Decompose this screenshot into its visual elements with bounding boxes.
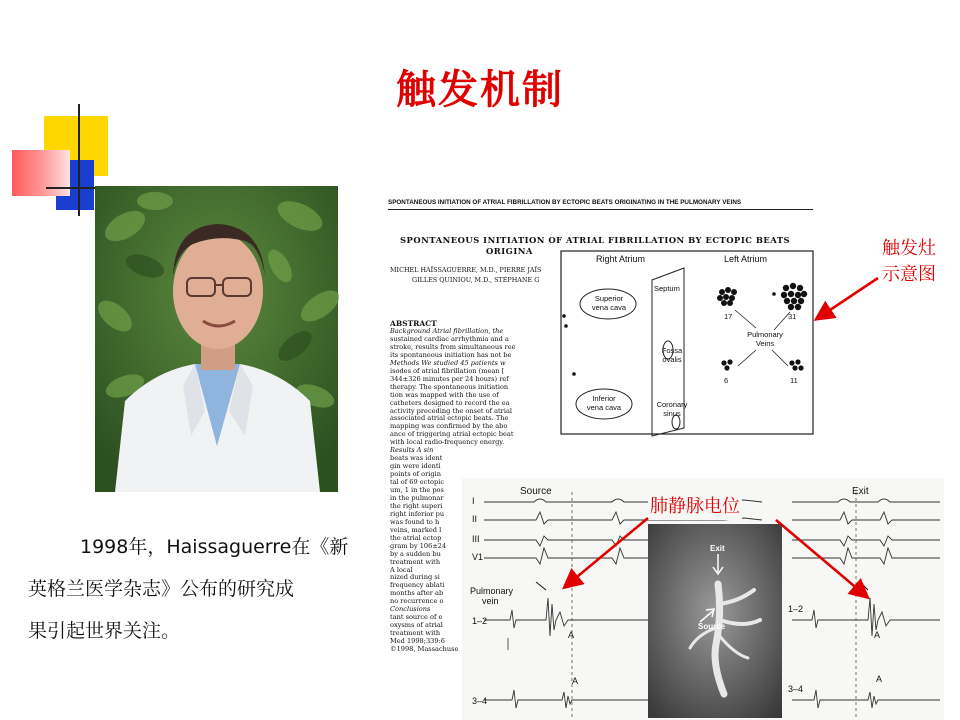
researcher-portrait-photo bbox=[95, 186, 338, 492]
abstract-line: the right superi bbox=[390, 501, 443, 510]
abstract-line: isodes of atrial fibrillation (mean [ bbox=[390, 366, 505, 375]
abstract-line: 344±326 minutes per 24 hours) ref bbox=[390, 374, 509, 383]
deco-vertical-line bbox=[78, 104, 80, 216]
abstract-line: the atrial ectop bbox=[390, 533, 442, 542]
count-right-superior: 31 bbox=[788, 312, 797, 321]
label-superior-vena-cava: Superior vena cava bbox=[591, 294, 627, 312]
abstract-line: treatment with bbox=[390, 557, 441, 566]
ecg-source-label: Source bbox=[520, 486, 552, 497]
abstract-line: tion was mapped with the use of bbox=[390, 390, 499, 399]
bipole-label: 1–2 bbox=[788, 604, 804, 614]
abstract-line: Med 1998;339:6 bbox=[390, 637, 445, 646]
abstract-line: months after ab bbox=[390, 589, 444, 598]
pv-label: vein bbox=[482, 596, 499, 606]
lead-label: V1 bbox=[472, 552, 484, 562]
abstract-line: ance of triggering atrial ectopic beat bbox=[390, 430, 514, 439]
abstract-line: mapping was confirmed by the abo bbox=[390, 422, 508, 431]
abstract-line: beats was ident bbox=[390, 454, 443, 463]
abstract-line: nized during si bbox=[390, 573, 440, 582]
bipole-label: 3–4 bbox=[472, 696, 488, 706]
label-left-atrium: Left Atrium bbox=[724, 254, 768, 264]
body-paragraph bbox=[28, 526, 383, 652]
paper-title-line: ORIGINA bbox=[486, 246, 533, 256]
abstract-heading: ABSTRACT bbox=[390, 319, 437, 328]
xray-exit-label: Exit bbox=[710, 544, 725, 553]
abstract-line: ©1998, Massachuse bbox=[390, 645, 459, 653]
callout-pv-potential-label: 肺静脉电位 bbox=[648, 494, 742, 520]
abstract-line: sustained cardiac arrhythmia and a bbox=[390, 334, 509, 343]
abstract-line: um, 1 in the pos bbox=[390, 486, 444, 494]
angiogram-inset bbox=[648, 524, 782, 718]
body-text-line: 果引起世界关注。 bbox=[28, 620, 181, 642]
abstract-line: with local radio-frequency energy. bbox=[390, 438, 505, 447]
bipole-label: 1–2 bbox=[472, 616, 488, 626]
label-right-atrium: Right Atrium bbox=[596, 254, 646, 264]
abstract-line: Conclusions bbox=[390, 605, 431, 614]
label-pulmonary-veins: Pulmonary Veins bbox=[747, 330, 783, 348]
callout-text-line: 示意图 bbox=[882, 264, 936, 285]
abstract-line: oxysms of atrial bbox=[390, 621, 443, 630]
lead-label: III bbox=[472, 534, 480, 544]
paper-authors: MICHEL HAÏSSAGUERRE, M.D., PIERRE JAÏS bbox=[390, 266, 542, 274]
pv-label: Pulmonary bbox=[470, 586, 514, 596]
label-fossa-ovalis: Fossa ovalis bbox=[661, 346, 683, 364]
abstract-line: right inferior pu bbox=[390, 509, 445, 518]
abstract-line: tal of 69 ectopic bbox=[390, 478, 445, 487]
deco-pink-square bbox=[12, 150, 70, 196]
paper-authors: GILLES QUINIOU, M.D., STÉPHANE G bbox=[412, 276, 540, 284]
ecg-exit-label: Exit bbox=[852, 486, 869, 497]
callout-focus-diagram-label bbox=[882, 236, 936, 288]
count-right-inferior: 11 bbox=[790, 376, 798, 385]
a-wave-label: A bbox=[568, 630, 575, 640]
count-left-inferior: 6 bbox=[724, 376, 729, 385]
a-wave-label: A bbox=[874, 630, 881, 640]
abstract-line: its spontaneous initiation has not be bbox=[390, 350, 512, 359]
label-inferior-vena-cava: Inferior vena cava bbox=[586, 394, 622, 412]
bipole-label: 3–4 bbox=[788, 684, 804, 694]
abstract-line: points of origin bbox=[390, 470, 441, 479]
abstract-line: therapy. The spontaneous initiation bbox=[390, 382, 509, 391]
abstract-line: veins, marked l bbox=[390, 525, 442, 534]
abstract-line: in the pulmonar bbox=[390, 493, 444, 502]
abstract-line: was found to h bbox=[390, 517, 440, 526]
slide-title: 触发机制 bbox=[396, 67, 564, 113]
divider bbox=[388, 209, 813, 210]
abstract-line: Methods We studied 45 patients w bbox=[390, 358, 506, 367]
abstract-line: catheters designed to record the ea bbox=[390, 398, 510, 407]
paper-title-line: SPONTANEOUS INITIATION OF ATRIAL FIBRILLATION BY ECTOPIC BEATS bbox=[400, 235, 791, 245]
a-wave-label: A bbox=[876, 674, 883, 684]
abstract-line: associated atrial ectopic beats. The bbox=[390, 414, 509, 423]
lead-label: I bbox=[472, 496, 475, 506]
lead-label: II bbox=[472, 514, 478, 524]
abstract-line: activity preceding the onset of atrial bbox=[390, 406, 512, 415]
count-left-superior: 17 bbox=[724, 312, 733, 321]
trigger-focus-diagram bbox=[560, 250, 818, 436]
abstract-line: by a sudden bu bbox=[390, 549, 441, 558]
label-septum: Septum bbox=[654, 284, 680, 293]
abstract-line: treatment with bbox=[390, 629, 441, 638]
abstract-line: gin were identi bbox=[390, 462, 441, 471]
body-text-line: 英格兰医学杂志》公布的研究成 bbox=[28, 578, 295, 600]
abstract-line: Background Atrial fibrillation, the bbox=[390, 327, 504, 335]
abstract-line: frequency ablati bbox=[390, 581, 445, 590]
a-wave-label: A bbox=[572, 676, 579, 686]
callout-text-line: 触发灶 bbox=[882, 238, 936, 259]
abstract-line: stroke, results from simultaneous ree bbox=[390, 342, 516, 351]
abstract-line: no recurrence o bbox=[390, 597, 444, 606]
body-text-line: 1998年，Haissaguerre在《新 bbox=[80, 536, 349, 558]
paper-running-head: SPONTANEOUS INITIATION OF ATRIAL FIBRILLATION BY ECTOPIC BEATS ORIGINATING IN THE PULMONARY VEINS bbox=[388, 199, 742, 206]
xray-source-label: Source bbox=[698, 622, 726, 631]
abstract-line: A local bbox=[390, 565, 413, 574]
abstract-line: tant source of e bbox=[390, 613, 443, 622]
abstract-line: Results A sin bbox=[390, 446, 434, 455]
abstract-line: gram by 106±24 bbox=[390, 541, 447, 550]
label-coronary-sinus: Coronary sinus bbox=[656, 400, 688, 418]
